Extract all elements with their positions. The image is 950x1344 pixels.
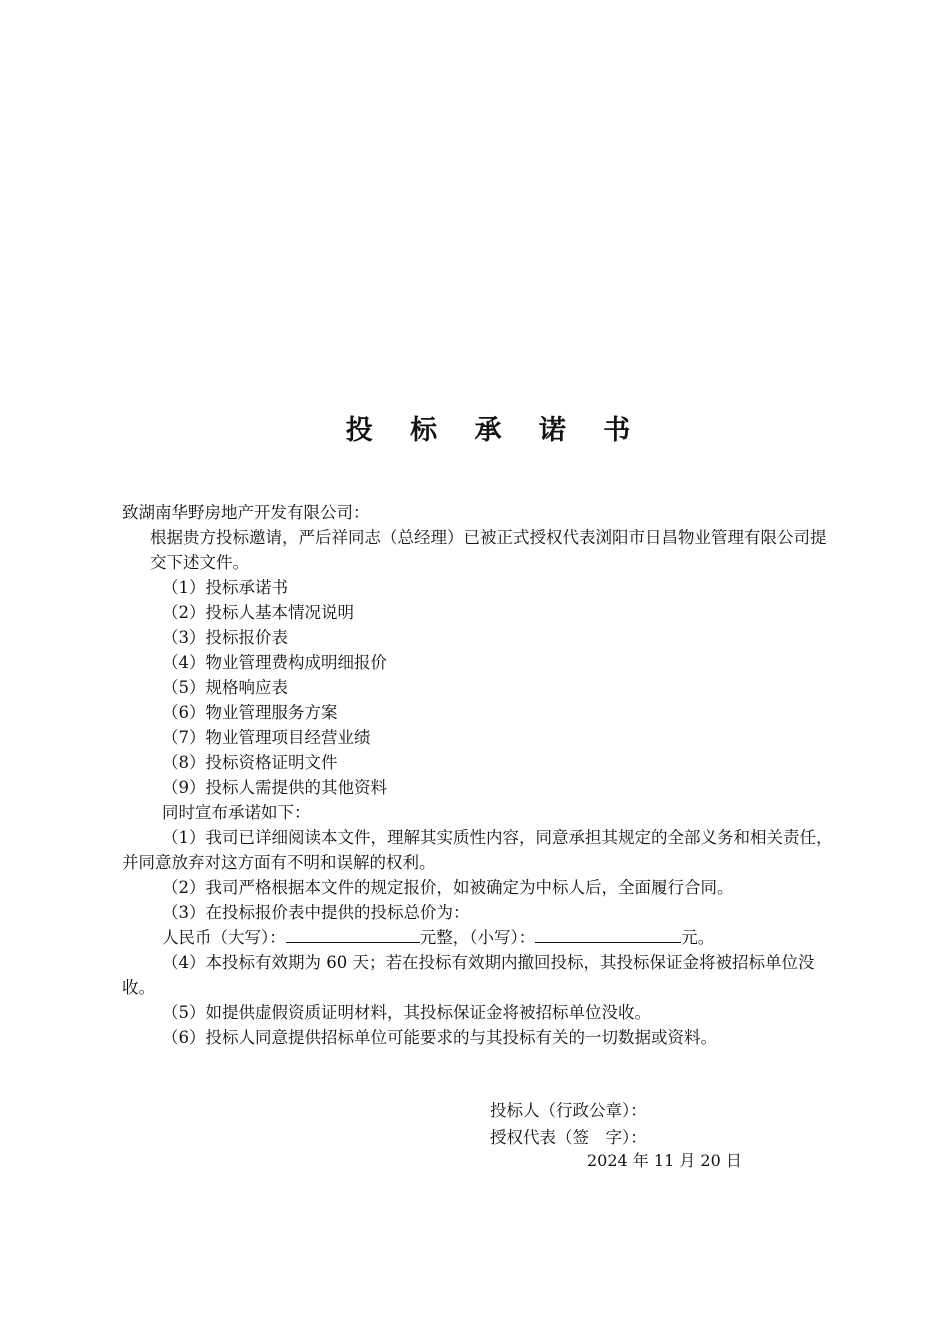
price-line xyxy=(122,925,834,950)
list-item: （8）投标资格证明文件 xyxy=(162,753,338,772)
declaration-lead: 同时宣布承诺如下： xyxy=(162,803,311,822)
price-mid: 元整，（小写）： xyxy=(419,928,536,947)
price-numeric-blank[interactable] xyxy=(535,925,681,943)
list-item: （5）规格响应表 xyxy=(162,678,288,697)
document-title: 投 标 承 诺 书 xyxy=(345,415,645,446)
price-suffix: 元。 xyxy=(681,928,715,947)
intro-paragraph: 根据贵方投标邀请，严后祥同志（总经理）已被正式授权代表浏阳市日昌物业管理有限公司提交下述文件。 xyxy=(150,528,827,572)
price-capital-blank[interactable] xyxy=(286,925,420,943)
representative-sign-label: 授权代表（签 字）： xyxy=(490,1128,647,1147)
list-item: （1）投标承诺书 xyxy=(162,578,288,597)
commitment-6: （6）投标人同意提供招标单位可能要求的与其投标有关的一切数据或资料。 xyxy=(162,1028,717,1047)
commitment-5: （5）如提供虚假资质证明材料，其投标保证金将被招标单位没收。 xyxy=(162,1003,651,1022)
commitment-3: （3）在投标报价表中提供的投标总价为： xyxy=(162,903,470,922)
list-item: （7）物业管理项目经营业绩 xyxy=(162,728,371,747)
document-date: 2024 年 11 月 20 日 xyxy=(587,1151,742,1170)
bidder-seal-label: 投标人（行政公章）： xyxy=(490,1101,647,1120)
list-item: （3）投标报价表 xyxy=(162,628,288,647)
signature-block xyxy=(490,1097,647,1151)
list-item: （2）投标人基本情况说明 xyxy=(162,603,354,622)
list-item: （4）物业管理费构成明细报价 xyxy=(162,653,387,672)
price-prefix: 人民币（大写）： xyxy=(162,928,286,947)
commitment-2: （2）我司严格根据本文件的规定报价，如被确定为中标人后，全面履行合同。 xyxy=(162,878,734,897)
list-item: （9）投标人需提供的其他资料 xyxy=(162,778,387,797)
list-item: （6）物业管理服务方案 xyxy=(162,703,338,722)
document-body xyxy=(122,500,834,1050)
addressee: 致湖南华野房地产开发有限公司： xyxy=(122,503,370,522)
commitment-1: （1）我司已详细阅读本文件，理解其实质性内容，同意承担其规定的全部义务和相关责任，并同意放弃对这方面有不明和误解的权利。 xyxy=(122,828,833,872)
commitment-4: （4）本投标有效期为 60 天；若在投标有效期内撤回投标，其投标保证金将被招标单位没收。 xyxy=(122,953,815,997)
